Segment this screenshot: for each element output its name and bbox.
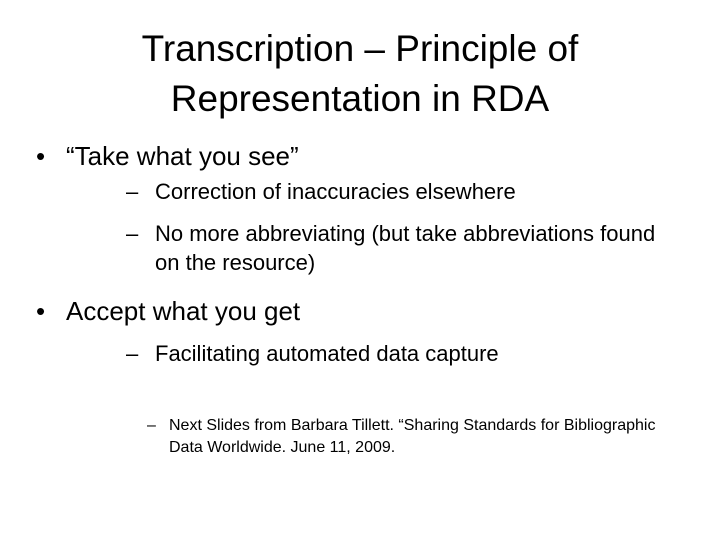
sub-bullet-text: No more abbreviating (but take abbreviations found on the resource) — [155, 221, 656, 275]
bullet-marker: • — [36, 296, 46, 326]
sub-bullet-item-correction — [126, 177, 666, 206]
dash-marker: – — [126, 341, 139, 366]
sub-bullet-item-no-more-abbreviating — [126, 219, 671, 277]
bullet-item-take-what-you-see — [36, 141, 299, 172]
dash-marker: – — [126, 221, 139, 246]
source-note — [147, 415, 677, 459]
slide-title-line-1: Transcription – Principle of — [141, 28, 579, 69]
bullet-text: “Take what you see” — [66, 141, 299, 171]
bullet-item-accept-what-you-get — [36, 296, 300, 327]
sub-bullet-item-facilitating — [126, 339, 666, 368]
sub-bullet-text: Facilitating automated data capture — [155, 341, 499, 366]
dash-marker: – — [147, 417, 156, 434]
slide-title-line-2: Representation in RDA — [170, 78, 550, 119]
bullet-marker: • — [36, 141, 46, 171]
slide-title — [60, 24, 660, 124]
dash-marker: – — [126, 179, 139, 204]
bullet-text: Accept what you get — [66, 296, 301, 326]
sub-bullet-text: Correction of inaccuracies elsewhere — [155, 179, 516, 204]
source-note-text: Next Slides from Barbara Tillett. “Sharing Standards for Bibliographic Data Worldwide. June 11, 2009. — [169, 417, 656, 456]
